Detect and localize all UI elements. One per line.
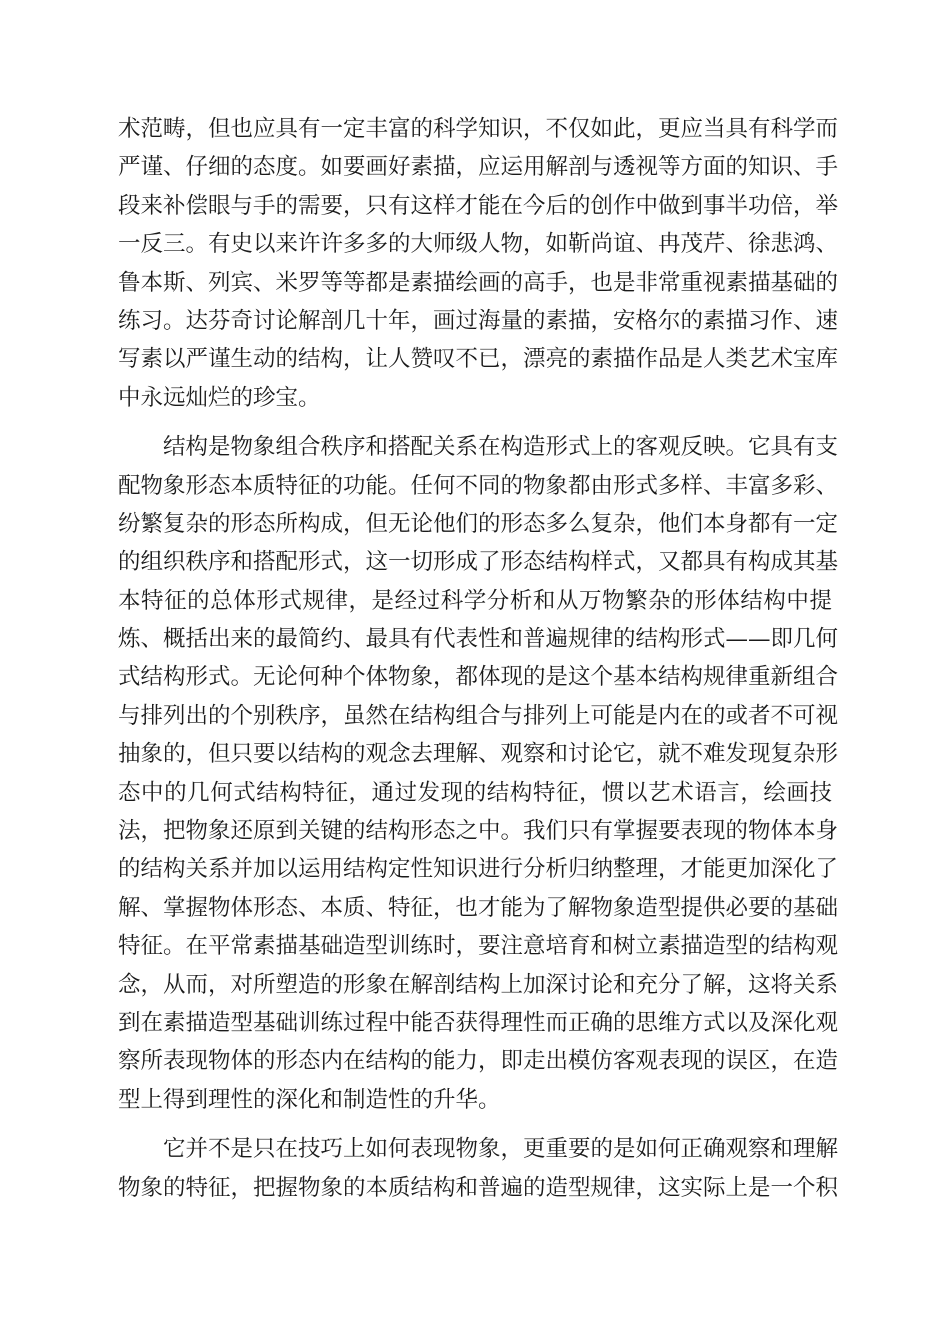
text-line: 配物象形态本质特征的功能。任何不同的物象都由形式多样、丰富多彩、 <box>118 472 839 499</box>
text-line: 严谨、仔细的态度。如要画好素描，应运用解剖与透视等方面的知识、手 <box>118 154 839 181</box>
text-line: 段来补偿眼与手的需要，只有这样才能在今后的创作中做到事半功倍，举 <box>118 192 839 219</box>
text-line: 态中的几何式结构特征，通过发现的结构特征，惯以艺术语言，绘画技 <box>118 779 832 806</box>
text-line: 练习。达芬奇讨论解剖几十年，画过海量的素描，安格尔的素描习作、速 <box>118 307 839 334</box>
text-line: 鲁本斯、列宾、米罗等等都是素描绘画的高手，也是非常重视素描基础的 <box>118 269 839 296</box>
text-line: 型上得到理性的深化和制造性的升华。 <box>118 1086 501 1113</box>
text-line: 写素以严谨生动的结构，让人赞叹不已，漂亮的素描作品是人类艺术宝库 <box>118 346 839 373</box>
text-line: 一反三。有史以来许许多多的大师级人物，如靳尚谊、冉茂芹、徐悲鸿、 <box>118 231 839 258</box>
text-line: 念，从而，对所塑造的形象在解剖结构上加深讨论和充分了解，这将关系 <box>118 971 839 998</box>
text-line: 炼、概括出来的最简约、最具有代表性和普遍规律的结构形式——即几何 <box>118 626 839 653</box>
paragraph-1 <box>118 110 839 417</box>
text-line: 物象的特征，把握物象的本质结构和普遍的造型规律，这实际上是一个积 <box>118 1174 839 1201</box>
text-line: 的结构关系并加以运用结构定性知识进行分析归纳整理，才能更加深化了 <box>118 856 839 883</box>
paragraph-3 <box>118 1130 839 1207</box>
text-line: 本特征的总体形式规律，是经过科学分析和从万物繁杂的形体结构中提 <box>118 587 832 614</box>
text-line: 解、掌握物体形态、本质、特征，也才能为了解物象造型提供必要的基础 <box>118 894 839 921</box>
text-line: 纷繁复杂的形态所构成，但无论他们的形态多么复杂，他们本身都有一定 <box>118 510 839 537</box>
text-line: 抽象的，但只要以结构的观念去理解、观察和讨论它，就不难发现复杂形 <box>118 741 839 768</box>
document-page <box>118 110 839 1207</box>
text-line: 术范畴，但也应具有一定丰富的科学知识，不仅如此，更应当具有科学而 <box>118 116 839 142</box>
text-line: 中永远灿烂的珍宝。 <box>118 384 321 411</box>
text-line: 特征。在平常素描基础造型训练时，要注意培育和树立素描造型的结构观 <box>118 933 839 960</box>
text-line: 到在素描造型基础训练过程中能否获得理性而正确的思维方式以及深化观 <box>118 1009 839 1036</box>
paragraph-2 <box>118 428 839 1119</box>
paragraph-spacer <box>118 417 832 428</box>
text-line: 它并不是只在技巧上如何表现物象，更重要的是如何正确观察和理解 <box>163 1136 839 1163</box>
text-line: 与排列出的个别秩序，虽然在结构组合与排列上可能是内在的或者不可视 <box>118 702 839 729</box>
text-line: 式结构形式。无论何种个体物象，都体现的是这个基本结构规律重新组合 <box>118 664 839 691</box>
text-line: 法，把物象还原到关键的结构形态之中。我们只有掌握要表现的物体本身 <box>118 818 839 845</box>
text-line: 察所表现物体的形态内在结构的能力，即走出模仿客观表现的误区，在造 <box>118 1048 839 1075</box>
paragraph-spacer <box>118 1119 832 1130</box>
text-line: 的组织秩序和搭配形式，这一切形成了形态结构样式，又都具有构成其基 <box>118 549 839 576</box>
text-line: 结构是物象组合秩序和搭配关系在构造形式上的客观反映。它具有支 <box>163 434 839 461</box>
